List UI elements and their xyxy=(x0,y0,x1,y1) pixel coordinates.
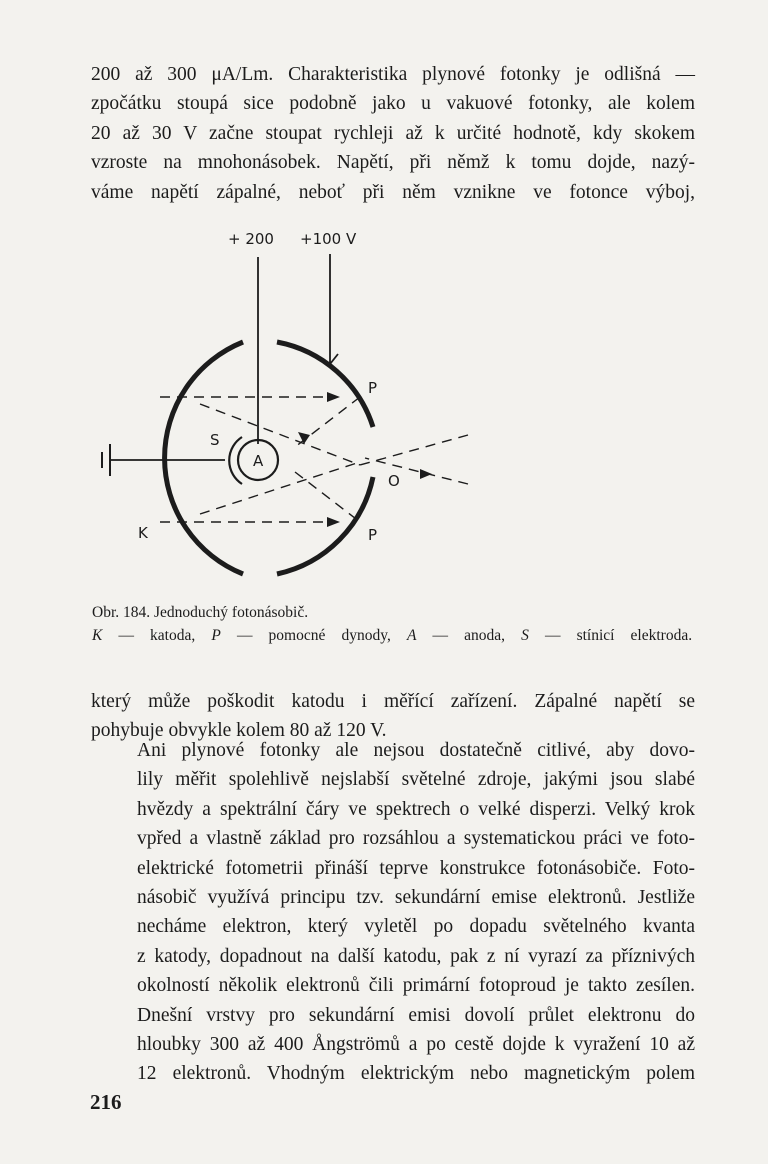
legend-symbol: A xyxy=(406,627,417,644)
page-number: 216 xyxy=(90,1090,122,1114)
arrow-head-lower xyxy=(327,517,340,527)
text-line: Ani plynové fotonky ale nejsou dostatečně citlivé, aby dovo- xyxy=(137,740,695,761)
tube-envelope-bottom-right-arc xyxy=(277,477,373,574)
legend-text: — anoda, xyxy=(432,627,505,644)
text-line: 12 elektronů. Vhodným elektrickým nebo magnetickým polem xyxy=(137,1063,695,1085)
figure-caption-title: Obr. 184. Jednoduchý fotonásobič. xyxy=(92,604,309,621)
label-plus-200: + 200 xyxy=(228,230,274,248)
text-line: 200 až 300 μA/Lm. Charakteristika plynové fotonky je odlišná — xyxy=(91,64,695,85)
text-line: 20 až 30 V začne stoupat rychleji až k určité hodnotě, kdy skokem xyxy=(91,122,695,144)
text-line: necháme elektron, který vyletěl po dopadu světelného kvanta xyxy=(137,916,695,938)
tube-envelope-left-arc xyxy=(165,342,243,574)
legend-symbol: S xyxy=(521,627,529,644)
legend-text: — katoda, xyxy=(118,627,196,644)
text-line: násobič využívá principu tzv. sekundární emise elektronů. Jestliže xyxy=(137,887,695,909)
text-line: elektrické fotometrii přináší teprve konstrukce fotonásobiče. Foto- xyxy=(137,857,695,879)
label-dynode-top: P xyxy=(368,379,378,397)
shield-electrode xyxy=(229,437,242,484)
text-line: vpřed a vlastně základ pro rozsáhlou a systematickou práci ve foto- xyxy=(137,828,695,850)
text-line: okolností několik elektronů čili primární fotoproud je takto zesílen. xyxy=(137,975,695,997)
text-line: Dnešní vrstvy pro sekundární emisi dovolí průlet elektronu do xyxy=(137,1004,695,1026)
label-cathode: K xyxy=(138,524,148,542)
arrow-head-upper xyxy=(327,392,340,402)
figure-caption-legend xyxy=(92,626,692,646)
text-line: vzroste na mnohonásobek. Napětí, při němž k tomu dojde, nazý- xyxy=(91,152,695,174)
beam-to-anode-upper xyxy=(200,404,360,465)
paragraph-top xyxy=(91,60,695,207)
label-anode: A xyxy=(253,452,264,470)
photomultiplier-diagram xyxy=(90,222,510,592)
text-line: hloubky 300 až 400 Ångströmů a po cestě dojde k vyražení 10 až xyxy=(137,1034,695,1056)
text-line: hvězdy a spektrální čáry ve spektrech o velké disperzi. Velký krok xyxy=(137,798,695,820)
text-line: který může poškodit katodu i měřící zařízení. Zápalné napětí se xyxy=(91,691,695,712)
text-line: z katody, dopadnout na další katodu, pak z ní vyrazí za příznivých xyxy=(137,945,695,967)
legend-text: — stínicí elektroda. xyxy=(544,627,693,644)
text-line: pohybuje obvykle kolem 80 až 120 V. xyxy=(91,720,387,742)
label-dynode-bottom: P xyxy=(368,526,378,544)
text-line: zpočátku stoupá sice podobně jako u vakuové fotonky, ale kolem xyxy=(91,93,695,115)
beam-cross-lower xyxy=(200,462,360,514)
text-line: lily měřit spolehlivě nejslabší světelné zdroje, jakými jsou slabé xyxy=(137,769,695,791)
paragraph-bottom xyxy=(91,736,695,1089)
text-line: váme napětí zápalné, neboť při něm vznikne ve fotonce výboj, xyxy=(91,181,695,203)
label-plus-100v: +100 V xyxy=(300,230,357,248)
arrow-head-ray xyxy=(420,469,432,479)
label-light-source: O xyxy=(388,472,400,490)
legend-symbol: P xyxy=(211,627,221,644)
tube-envelope-top-right-arc xyxy=(277,342,373,427)
light-ray-in-lower xyxy=(365,458,468,484)
dynode-lead xyxy=(330,254,338,364)
label-shield: S xyxy=(210,431,220,449)
legend-symbol: K xyxy=(92,627,103,644)
legend-text: — pomocné dynody, xyxy=(236,627,391,644)
